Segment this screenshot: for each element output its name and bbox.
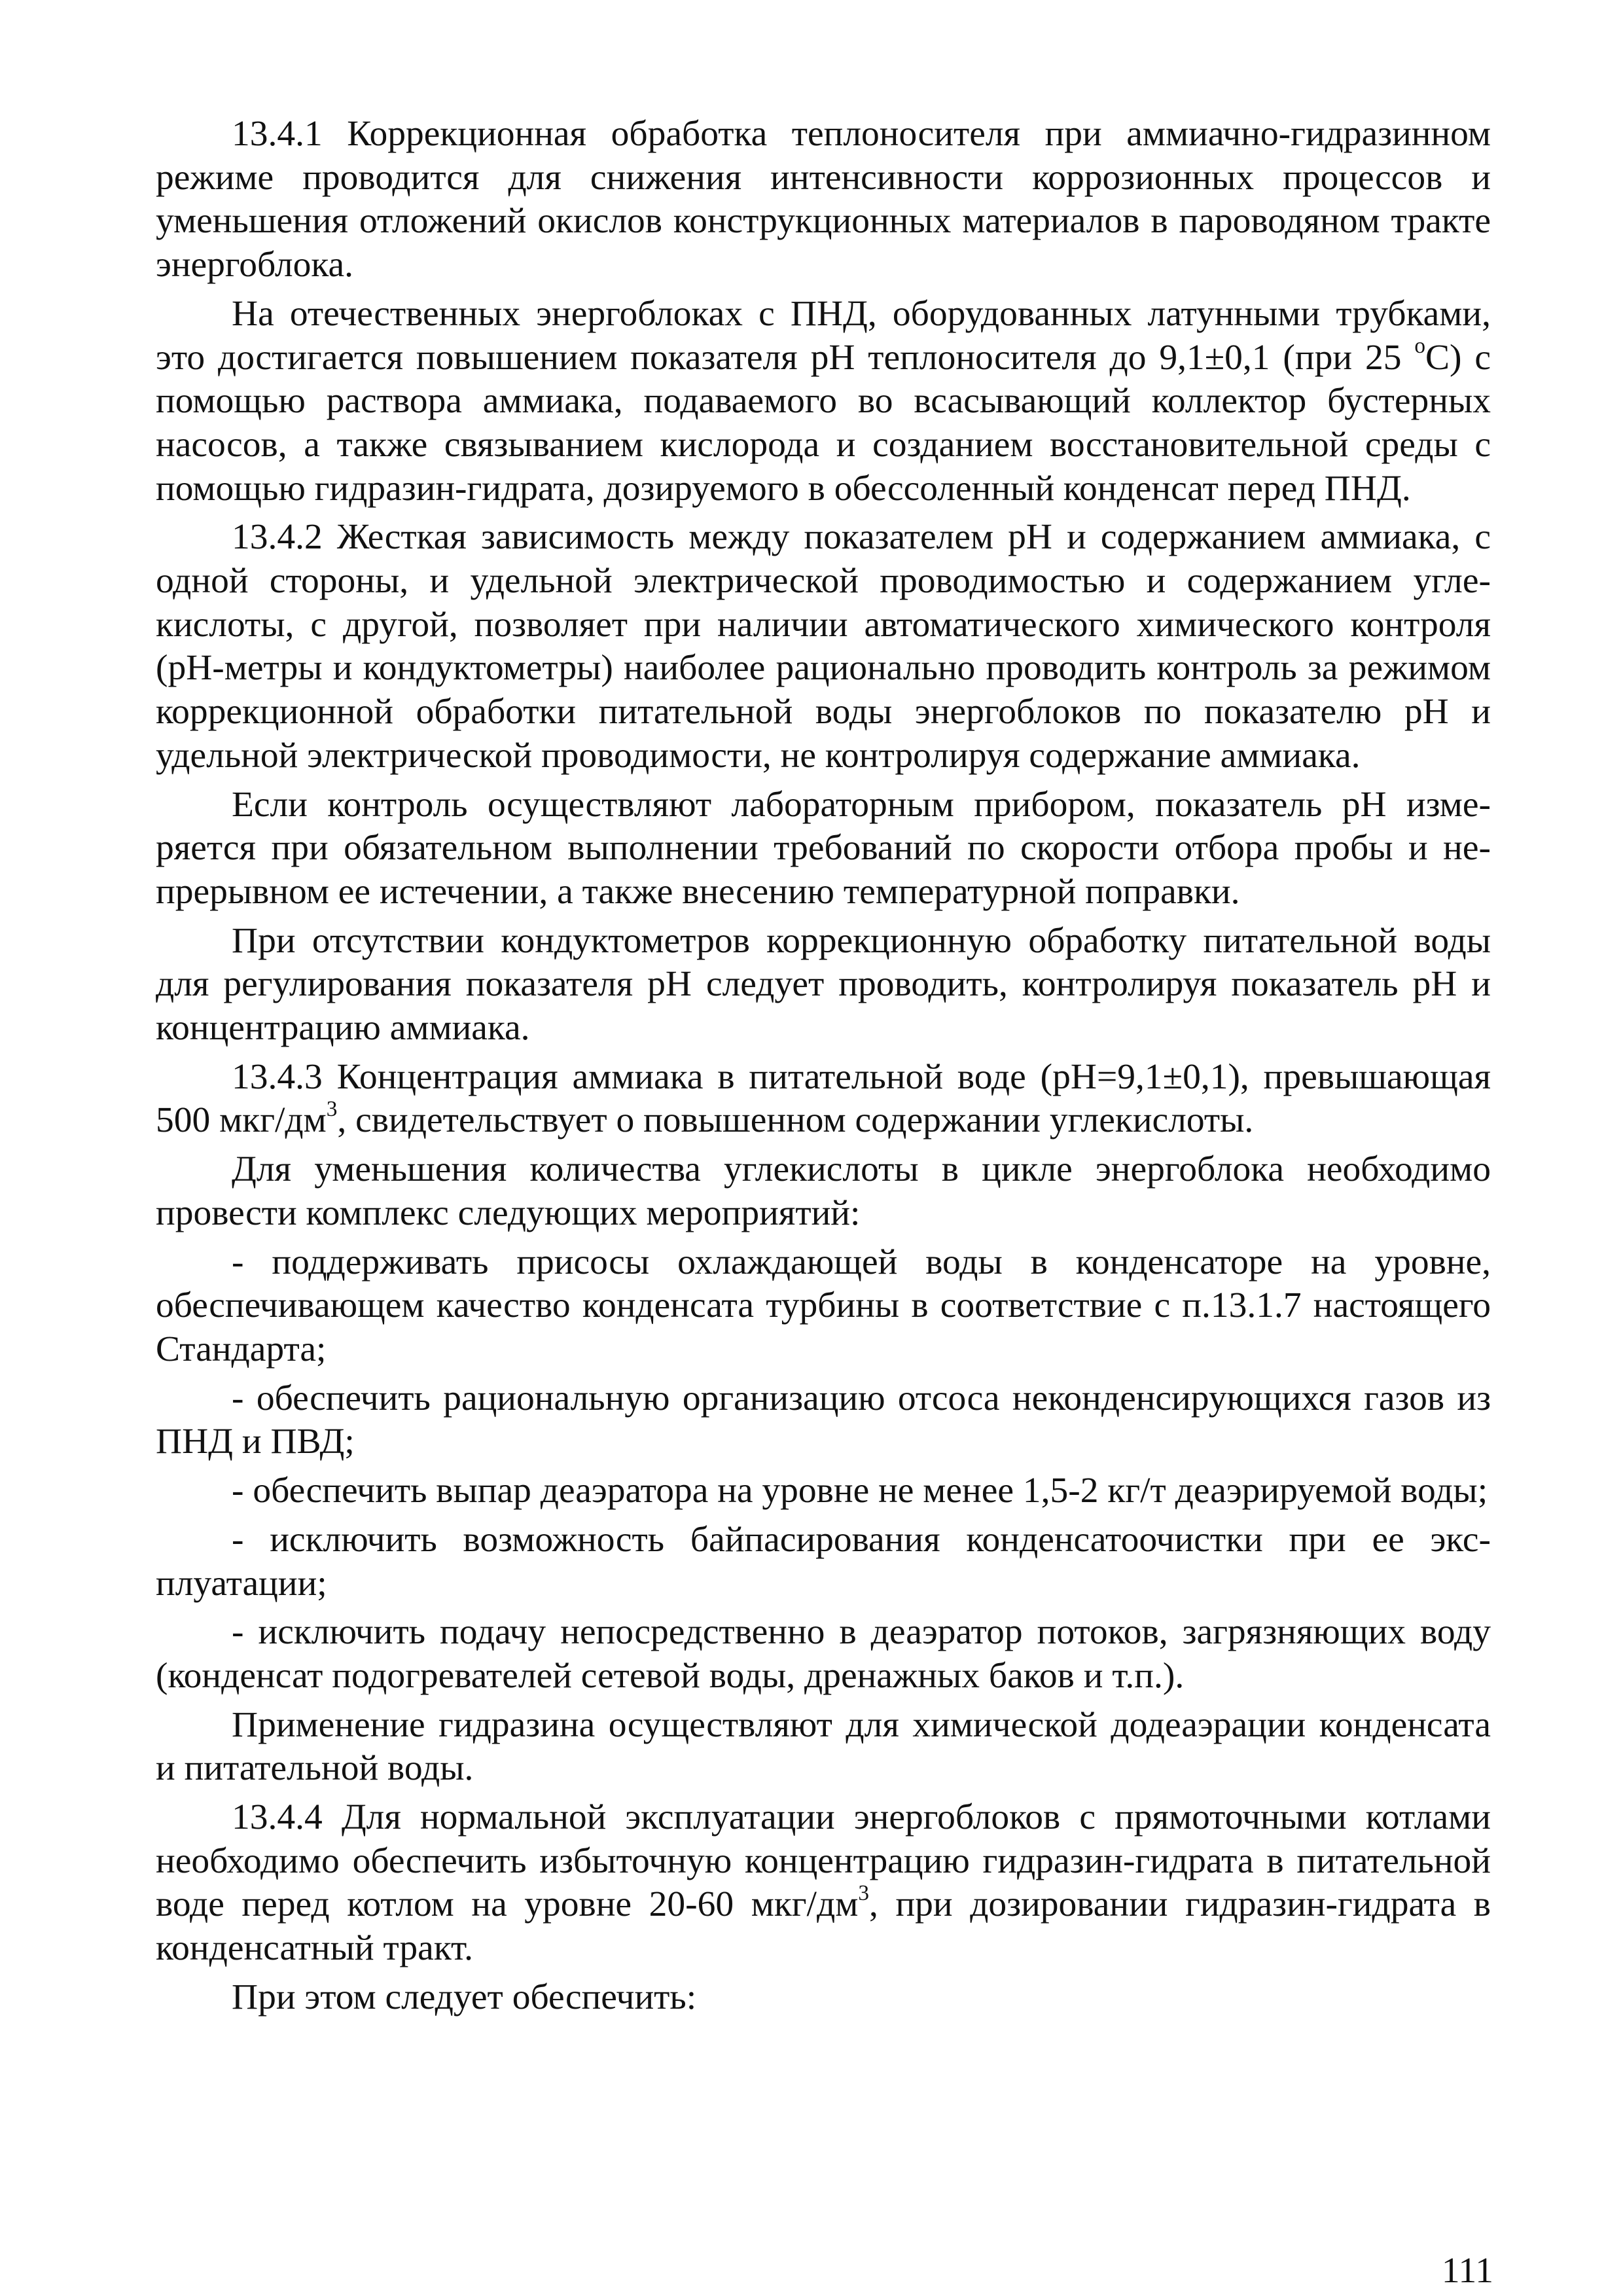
paragraph-lab-control	[156, 783, 1491, 914]
list-item-text: - обеспечить выпар деаэратора на уровне не менее 1,5-2 кг/т деаэрируемой воды;	[232, 1471, 1488, 1511]
list-item-text: - обеспечить рациональную организацию отсоса неконденсирующихся газов из ПНД и ПВД;	[156, 1378, 1491, 1462]
paragraph-text: 13.4.4 Для нормальной эксплуатации энергоблоков с прямоточными котлами необходимо обеспечить избыточную концентрацию гидразин-гидрата в питательной воде перед котлом на уровне 20-60 мкг/дм	[156, 1797, 1491, 1925]
paragraph-text: , свидетельствует о повышенном содержании углекислоты.	[337, 1100, 1254, 1141]
paragraph-text: Применение гидразина осуществляют для химической додеаэрации конденсата и питательной воды.	[156, 1704, 1491, 1789]
paragraph-text: С) с помощью раствора аммиака, подаваемого во всасывающий коллектор бустерных насосов, а также связыванием кислорода и созданием восстановительной среды с помощью гидразин-гидрата, дозируемого в обессоленный конденсат перед ПНД.	[156, 337, 1491, 509]
paragraph-ensure	[156, 1976, 1491, 2020]
list-item-air-inflow	[156, 1241, 1491, 1372]
list-item-text: - исключить подачу непосредственно в деаэратор потоков, загрязняющих воду (конденсат подогревателей сетевой воды, дренажных баков и т.п.).	[156, 1612, 1491, 1696]
paragraph-text: При этом следует обеспечить:	[232, 1977, 697, 2017]
page-number: 111	[1441, 2251, 1493, 2291]
list-item-deaerator-vent	[156, 1469, 1491, 1513]
paragraph-text: , при дозировании гидразин-гидрата в конденсатный тракт.	[156, 1884, 1491, 1969]
paragraph-13-4-2	[156, 516, 1491, 778]
list-item-gas-removal	[156, 1377, 1491, 1464]
degree-superscript: o	[1414, 334, 1425, 359]
paragraph-text: 13.4.2 Жесткая зависимость между показателем pH и содержанием аммиака, с одной стороны, и удельной электрической проводимостью и содержанием углекислоты, с другой, позволяет при наличии автоматического химического контроля (pH-метры и кондуктометры) наиболее рационально проводить контроль за режимом коррекционной обработки питательной воды энергоблоков по показателю pH и удельной электрической проводимости, не контролируя содержание аммиака.	[156, 517, 1491, 776]
paragraph-13-4-4	[156, 1796, 1491, 1971]
paragraph-ammonia-hydrazine	[156, 293, 1491, 511]
paragraph-no-conductometers	[156, 920, 1491, 1050]
paragraph-text: Для уменьшения количества углекислоты в цикле энергоблока необходимо провести комплекс следующих мероприятий:	[156, 1149, 1491, 1233]
paragraph-measures-intro	[156, 1148, 1491, 1235]
list-item-text: - поддерживать присосы охлаждающей воды в конденсаторе на уровне, обеспечивающем качество конденсата турбины в соответствие с п.13.1.7 настоящего Стандарта;	[156, 1242, 1491, 1369]
body-text	[156, 113, 1491, 2020]
paragraph-text: При отсутствии кондуктометров коррекционную обработку питательной воды для регулирования показателя pH следует проводить, контролируя показатель pH и концентрацию аммиака.	[156, 920, 1491, 1049]
paragraph-hydrazine-use	[156, 1704, 1491, 1791]
paragraph-13-4-1	[156, 113, 1491, 287]
cube-superscript: 3	[326, 1096, 338, 1121]
paragraph-13-4-3	[156, 1056, 1491, 1143]
paragraph-text: На отечественных энергоблоках с ПНД, оборудованных латунными трубками, это достигается повышением показателя pH теплоносителя до 9,1±0,1 (при 25	[156, 293, 1491, 378]
cube-superscript: 3	[858, 1880, 869, 1905]
paragraph-text: 13.4.1 Коррекционная обработка теплоносителя при аммиачно-гидразинном режиме проводится для снижения интенсивности коррозионных процессов и уменьшения отложений окислов конструкционных материалов в пароводяном тракте энергоблока.	[156, 114, 1491, 285]
paragraph-text: Если контроль осуществляют лабораторным прибором, показатель pH измеряется при обязательном выполнении требований по скорости отбора пробы и непрерывном ее истечении, а также внесению температурной поправки.	[156, 784, 1491, 912]
list-item-text: - исключить возможность байпасирования конденсатоочистки при ее эксплуатации;	[156, 1519, 1491, 1604]
list-item-bypass	[156, 1518, 1491, 1605]
list-item-contaminating-flows	[156, 1611, 1491, 1698]
paragraph-text: 13.4.3 Концентрация аммиака в питательной воде (pH=9,1±0,1), превышающая 500 мкг/дм	[156, 1056, 1491, 1141]
